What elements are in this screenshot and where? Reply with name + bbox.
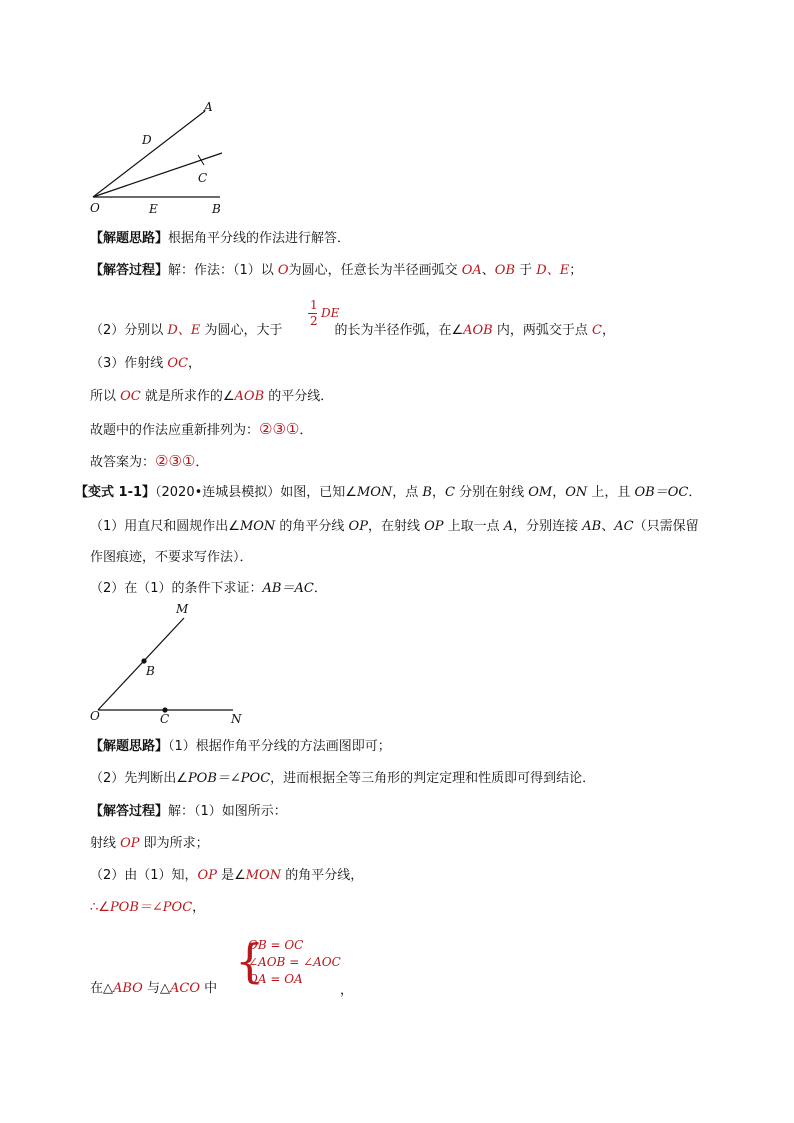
- var: AOB: [463, 323, 493, 338]
- t: 的平分线．: [264, 389, 334, 404]
- sol1-order: [90, 420, 312, 440]
- var: OP: [120, 836, 140, 851]
- t: ，分别连接: [513, 519, 583, 534]
- var: C: [445, 485, 455, 500]
- label-e: E: [149, 202, 158, 216]
- var: D、E: [167, 323, 201, 338]
- answer-value: ②③①: [155, 452, 196, 470]
- label-c: C: [198, 171, 208, 185]
- t: 为圆心，任意长为半径画弧交: [288, 263, 462, 278]
- point-b: [141, 658, 146, 663]
- trailing-comma: ，: [340, 983, 354, 998]
- var: OA: [461, 263, 482, 278]
- t: 上取一点: [443, 519, 504, 534]
- t: ，点: [392, 485, 423, 500]
- t: （2）分别以: [90, 323, 168, 338]
- t: 射线: [90, 836, 121, 851]
- var: OM: [528, 485, 553, 500]
- var: OP: [348, 519, 368, 534]
- t: ．: [688, 485, 702, 500]
- variant-tag: 【变式 1-1】: [75, 485, 156, 500]
- t: ，: [188, 356, 202, 371]
- t: 内，两弧交于点: [492, 323, 592, 338]
- label-b: B: [146, 664, 155, 678]
- ray-om: [98, 618, 184, 710]
- t: 就是所求作的∠: [140, 389, 235, 404]
- var: D、E: [536, 263, 570, 278]
- var: POB＝∠POC: [187, 771, 271, 786]
- t: 、: [601, 519, 615, 534]
- sol2-proc: [90, 803, 287, 821]
- variant-q1: [90, 518, 699, 536]
- figure-angle-bisector-1: [80, 95, 240, 220]
- t: 故答案为：: [90, 455, 156, 470]
- t: （2）先判断出∠: [90, 771, 188, 786]
- proc-tag: 【解答过程】: [90, 804, 169, 819]
- var: OP: [197, 868, 217, 883]
- ray-oa: [93, 111, 208, 197]
- idea-tag: 【解题思路】: [90, 739, 169, 754]
- t: （只需保留: [633, 519, 699, 534]
- var: C: [592, 323, 602, 338]
- figure-angle-mon: [80, 598, 250, 728]
- t: （1）根据作角平分线的方法画图即可；: [168, 739, 391, 754]
- t: ，在射线: [367, 519, 425, 534]
- sol1-answer: [90, 452, 208, 472]
- label-o: O: [90, 201, 100, 215]
- t: 解：（1）如图所示：: [168, 804, 287, 819]
- idea-text: 根据角平分线的作法进行解答．: [168, 231, 351, 246]
- var: MON: [356, 485, 393, 500]
- t: 分别在射线: [454, 485, 529, 500]
- t: 于: [515, 263, 537, 278]
- sol2-ray: [90, 835, 209, 853]
- t: 所以: [90, 389, 121, 404]
- sys-line-1: OB = OC: [248, 938, 304, 952]
- sol2-in-triangles: [90, 980, 217, 998]
- sol1-conclusion: [90, 388, 333, 406]
- var: A: [503, 519, 514, 534]
- var: B: [422, 485, 432, 500]
- label-a: A: [204, 100, 213, 114]
- label-b: B: [212, 202, 221, 216]
- t: 、: [481, 263, 495, 278]
- t: ．: [195, 455, 209, 470]
- sol2-p2: [90, 867, 363, 885]
- var: OC: [167, 356, 189, 371]
- label-n: N: [231, 712, 242, 726]
- var: O: [277, 263, 289, 278]
- t: 为圆心，大于: [200, 323, 283, 338]
- t: 的长为半径作弧，在∠: [334, 323, 464, 338]
- var: OP: [424, 519, 444, 534]
- t: ，: [431, 485, 445, 500]
- sol2-idea2: [90, 770, 595, 788]
- variant-q2: [90, 580, 327, 598]
- frac-var: DE: [321, 306, 340, 320]
- var: AC: [614, 519, 634, 534]
- t: 与△: [142, 981, 170, 996]
- frac-num: 1: [310, 298, 318, 312]
- sol1-step3: [90, 355, 201, 373]
- var: OB: [494, 263, 516, 278]
- therefore-sym: ∴∠: [90, 900, 110, 915]
- t: 即为所求；: [139, 836, 209, 851]
- t: （2020•连城县模拟）如图，已知∠: [155, 485, 357, 500]
- sol2-therefore: [90, 899, 205, 917]
- t: 上，且: [587, 485, 635, 500]
- order-value: ②③①: [259, 420, 300, 438]
- var: AB＝AC: [262, 581, 314, 596]
- sol2-idea1: [90, 738, 391, 756]
- congruence-system: [248, 937, 341, 988]
- label-o: O: [90, 709, 100, 723]
- t: ，: [552, 485, 566, 500]
- var: OC: [120, 389, 141, 404]
- sys-line-2: ∠AOB = ∠AOC: [248, 955, 341, 969]
- t: 故题中的作法应重新排列为：: [90, 423, 260, 438]
- t: ，: [601, 323, 615, 338]
- t: 的角平分线，: [281, 868, 364, 883]
- var: ACO: [169, 981, 200, 996]
- sys-line-3: OA = OA: [248, 972, 303, 986]
- var: OB＝OC: [634, 485, 689, 500]
- brace: {: [235, 934, 265, 988]
- t: 在△: [90, 981, 113, 996]
- t: （2）在（1）的条件下求证：: [90, 581, 263, 596]
- variant-q1-line2: 作图痕迹，不要求写作法）．: [90, 550, 253, 565]
- variant-header: [75, 484, 701, 502]
- var: AB: [582, 519, 602, 534]
- sol1-step2: [90, 322, 615, 340]
- var: POB＝∠POC: [109, 900, 193, 915]
- t: ；: [569, 263, 583, 278]
- t: ．: [299, 423, 313, 438]
- t: 中: [199, 981, 218, 996]
- sol1-idea: [90, 230, 350, 248]
- label-d: D: [142, 133, 152, 147]
- sol1-step1: [90, 262, 582, 280]
- proc-tag: 【解答过程】: [90, 263, 169, 278]
- var: MON: [239, 519, 276, 534]
- t: （2）由（1）知，: [90, 868, 198, 883]
- t: ，进而根据全等三角形的判定定理和性质即可得到结论．: [270, 771, 596, 786]
- t: 的角平分线: [275, 519, 349, 534]
- var: MON: [245, 868, 282, 883]
- label-m: M: [176, 602, 189, 616]
- label-c: C: [160, 712, 170, 726]
- var: AOB: [234, 389, 265, 404]
- var: ABO: [113, 981, 143, 996]
- t: ，: [192, 900, 206, 915]
- t: 解：作法：（1）以: [168, 263, 278, 278]
- var: ON: [565, 485, 588, 500]
- idea-tag: 【解题思路】: [90, 231, 169, 246]
- t: 是∠: [216, 868, 246, 883]
- t: ．: [313, 581, 327, 596]
- t: （1）用直尺和圆规作出∠: [90, 519, 240, 534]
- t: （3）作射线: [90, 356, 168, 371]
- frac-den: 2: [310, 314, 318, 328]
